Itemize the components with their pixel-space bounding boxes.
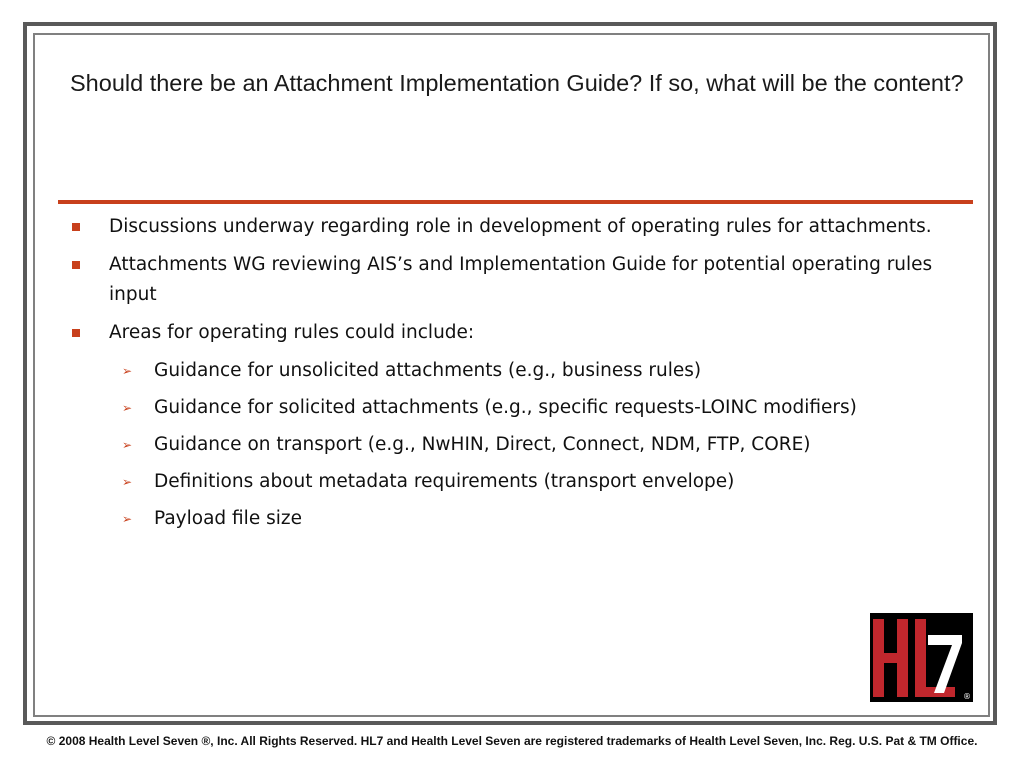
sub-bullet-item — [70, 393, 950, 423]
sub-bullet-item — [70, 467, 950, 497]
arrow-bullet-icon: ➢ — [122, 438, 133, 452]
sub-bullet-item — [70, 430, 950, 460]
arrow-bullet-icon: ➢ — [122, 401, 133, 415]
title-divider — [58, 200, 973, 204]
logo-registered-mark: ® — [963, 692, 971, 701]
hl7-logo-icon — [870, 613, 973, 702]
arrow-bullet-icon: ➢ — [122, 364, 133, 378]
sub-bullet-item — [70, 504, 950, 534]
bullet-text: Areas for operating rules could include: — [109, 322, 475, 343]
bullet-item — [70, 318, 950, 348]
sub-bullet-text: Guidance for unsolicited attachments (e.g., business rules) — [154, 360, 702, 381]
bullet-item — [70, 212, 950, 242]
copyright-footer: © 2008 Health Level Seven ®, Inc. All Rights Reserved. HL7 and Health Level Seven are registered trademarks of Health Level Seven, Inc. Reg. U.S. Pat & TM Office. — [46, 734, 978, 748]
sub-bullet-text: Guidance on transport (e.g., NwHIN, Direct, Connect, NDM, FTP, CORE) — [154, 434, 811, 455]
sub-bullet-text: Payload file size — [154, 508, 302, 529]
square-bullet-icon — [72, 223, 80, 231]
slide-title: Should there be an Attachment Implementation Guide? If so, what will be the content? — [70, 70, 964, 96]
square-bullet-icon — [72, 261, 80, 269]
sub-bullet-text: Definitions about metadata requirements (transport envelope) — [154, 471, 735, 492]
bullet-list — [70, 212, 950, 541]
bullet-item — [70, 250, 950, 310]
sub-bullet-text: Guidance for solicited attachments (e.g., specific requests-LOINC modifiers) — [154, 397, 857, 418]
bullet-text: Discussions underway regarding role in development of operating rules for attachments. — [109, 216, 932, 237]
arrow-bullet-icon: ➢ — [122, 512, 133, 526]
hl7-logo-graphic — [870, 613, 973, 702]
square-bullet-icon — [72, 329, 80, 337]
sub-bullet-item — [70, 356, 950, 386]
bullet-text: Attachments WG reviewing AIS’s and Implementation Guide for potential operating rules input — [109, 254, 933, 305]
arrow-bullet-icon: ➢ — [122, 475, 133, 489]
